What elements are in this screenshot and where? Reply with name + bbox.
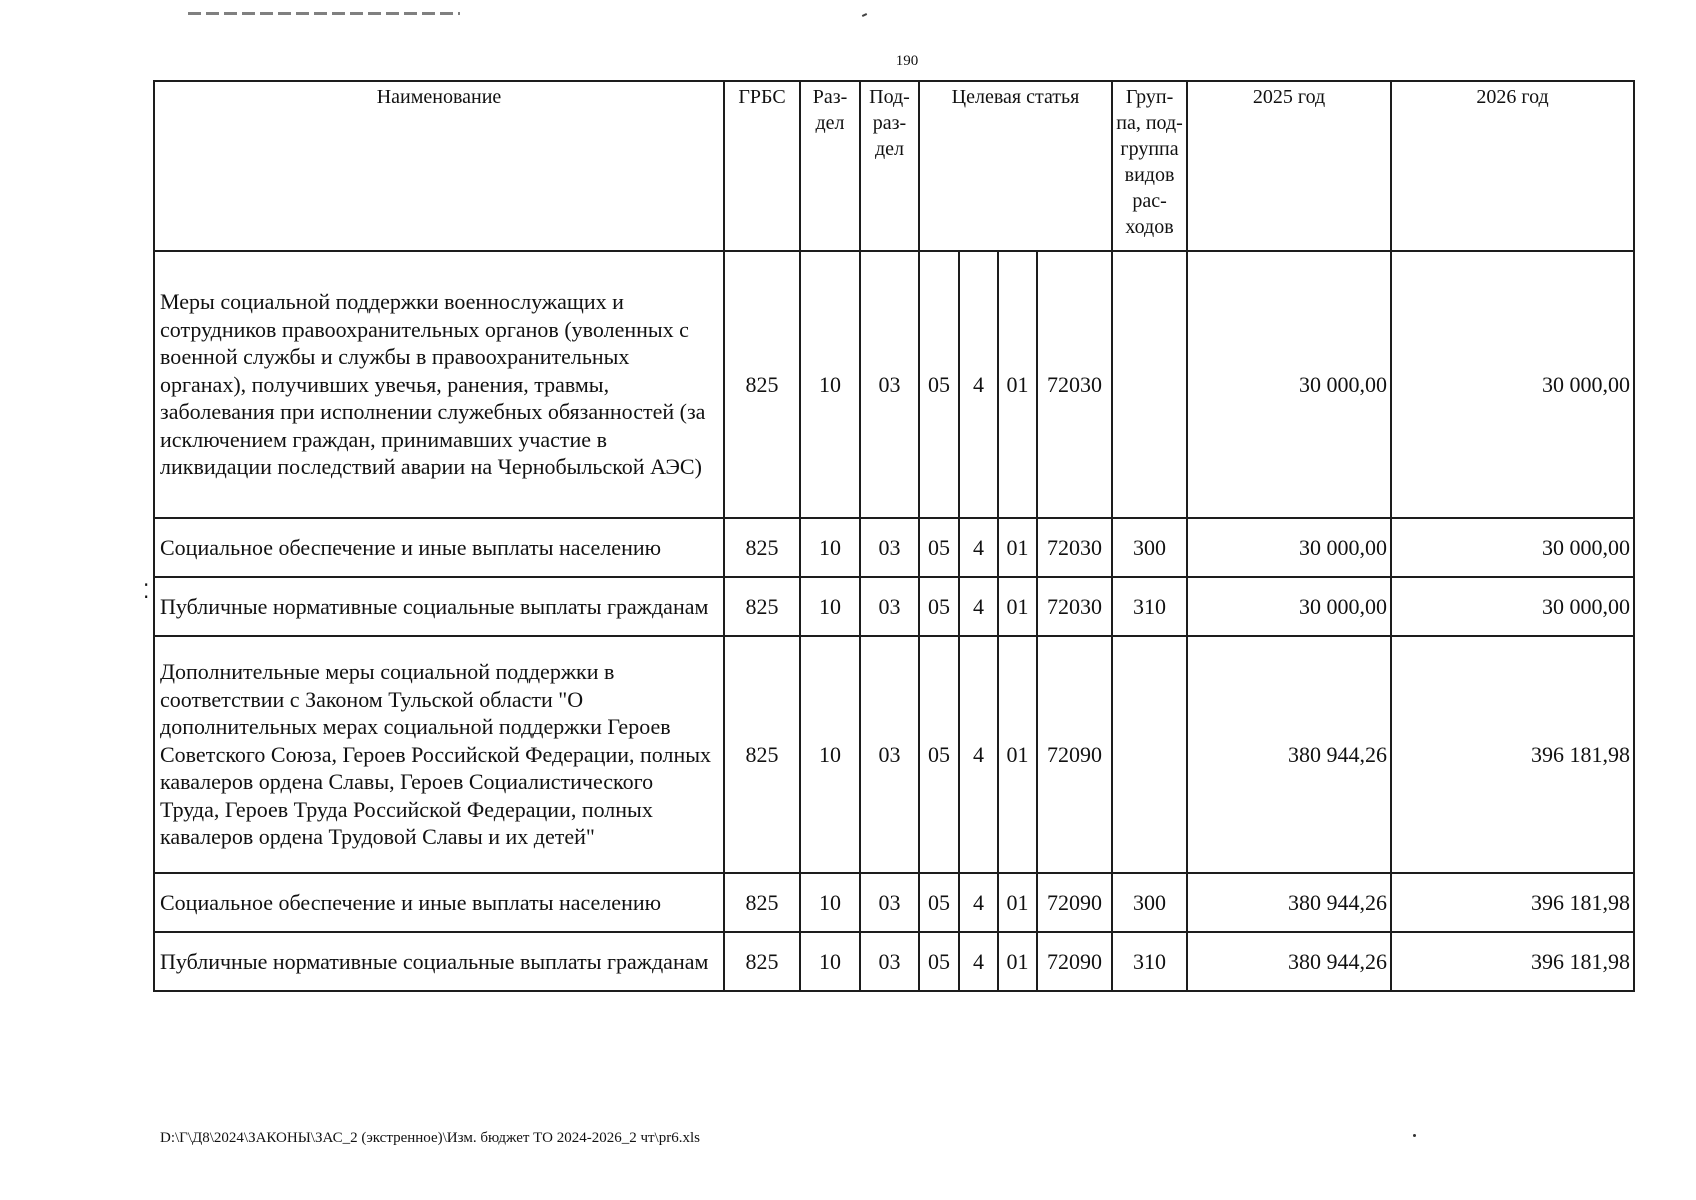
table-row (154, 636, 1634, 873)
header-year-2025: 2025 год (1187, 81, 1391, 251)
header-group-line: Груп- (1125, 86, 1174, 108)
row-amount-2026: 396 181,98 (1391, 636, 1634, 873)
row-expense-group: 310 (1112, 932, 1187, 991)
row-amount-2026: 30 000,00 (1391, 251, 1634, 518)
row-grbs: 825 (724, 636, 800, 873)
header-target-article: Целевая статья (919, 81, 1112, 251)
row-name: Социальное обеспечение и иные выплаты населению (154, 518, 724, 577)
row-razdel: 10 (800, 932, 860, 991)
row-expense-group: 310 (1112, 577, 1187, 636)
row-grbs: 825 (724, 251, 800, 518)
row-target-part-2: 4 (959, 251, 998, 518)
row-expense-group: 300 (1112, 873, 1187, 932)
row-grbs: 825 (724, 518, 800, 577)
header-podrazdel (860, 81, 919, 251)
row-target-part-3: 01 (998, 636, 1037, 873)
header-podrazdel-line: Под- (869, 86, 910, 108)
row-target-part-4: 72090 (1037, 636, 1112, 873)
row-podrazdel: 03 (860, 932, 919, 991)
header-group-line: видов (1124, 164, 1175, 186)
row-target-part-1: 05 (919, 251, 959, 518)
header-expense-group (1112, 81, 1187, 251)
row-podrazdel: 03 (860, 577, 919, 636)
row-grbs: 825 (724, 873, 800, 932)
row-target-part-3: 01 (998, 518, 1037, 577)
header-razdel (800, 81, 860, 251)
row-podrazdel: 03 (860, 636, 919, 873)
row-name: Публичные нормативные социальные выплаты гражданам (154, 932, 724, 991)
row-expense-group: 300 (1112, 518, 1187, 577)
row-amount-2026: 396 181,98 (1391, 932, 1634, 991)
row-razdel: 10 (800, 577, 860, 636)
row-amount-2025: 30 000,00 (1187, 251, 1391, 518)
table-header-row (154, 81, 1634, 251)
row-target-part-1: 05 (919, 518, 959, 577)
row-target-part-3: 01 (998, 873, 1037, 932)
row-name: Дополнительные меры социальной поддержки в соответствии с Законом Тульской области "О дополнительных мерах социальной поддержки Героев Советского Союза, Героев Российской Федерации, полных кавалеров ордена Славы, Героев Социалистического Труда, Героев Труда Российской Федерации, полных кавалеров ордена Трудовой Славы и их детей" (154, 636, 724, 873)
row-amount-2026: 396 181,98 (1391, 873, 1634, 932)
row-expense-group (1112, 251, 1187, 518)
row-target-part-4: 72030 (1037, 251, 1112, 518)
row-target-part-3: 01 (998, 932, 1037, 991)
row-amount-2025: 30 000,00 (1187, 518, 1391, 577)
row-target-part-2: 4 (959, 932, 998, 991)
row-podrazdel: 03 (860, 518, 919, 577)
row-grbs: 825 (724, 577, 800, 636)
row-target-part-1: 05 (919, 932, 959, 991)
row-grbs: 825 (724, 932, 800, 991)
margin-mark: ⁚ (143, 581, 150, 603)
row-amount-2025: 30 000,00 (1187, 577, 1391, 636)
row-razdel: 10 (800, 873, 860, 932)
table-row (154, 518, 1634, 577)
row-target-part-3: 01 (998, 251, 1037, 518)
row-target-part-2: 4 (959, 873, 998, 932)
row-target-part-2: 4 (959, 577, 998, 636)
budget-table (153, 80, 1635, 992)
header-group-line: ходов (1125, 216, 1174, 238)
row-amount-2025: 380 944,26 (1187, 636, 1391, 873)
row-target-part-1: 05 (919, 873, 959, 932)
row-name: Социальное обеспечение и иные выплаты населению (154, 873, 724, 932)
footer-file-path: D:\Г\Д8\2024\ЗАКОНЫ\ЗАС_2 (экстренное)\Изм. бюджет ТО 2024-2026_2 чт\pr6.xls (160, 1130, 700, 1146)
row-target-part-1: 05 (919, 577, 959, 636)
row-name: Публичные нормативные социальные выплаты гражданам (154, 577, 724, 636)
table-row (154, 932, 1634, 991)
header-group-line: па, под- (1116, 112, 1183, 134)
row-amount-2026: 30 000,00 (1391, 518, 1634, 577)
scan-artifact-dot (862, 13, 867, 17)
footer-artifact-mark (1413, 1134, 1416, 1137)
row-name: Меры социальной поддержки военнослужащих и сотрудников правоохранительных органов (уволенных с военной службы и службы в правоохранительных органах), получивших увечья, ранения, травмы, заболевания при исполнении служебных обязанностей (за исключением граждан, принимавших участие в ликвидации последствий аварии на Чернобыльской АЭС) (154, 251, 724, 518)
table-row (154, 873, 1634, 932)
row-razdel: 10 (800, 518, 860, 577)
row-amount-2025: 380 944,26 (1187, 932, 1391, 991)
header-group-line: группа (1120, 138, 1179, 160)
row-podrazdel: 03 (860, 251, 919, 518)
header-podrazdel-line: раз- (872, 112, 907, 134)
header-name: Наименование (154, 81, 724, 251)
header-year-2026: 2026 год (1391, 81, 1634, 251)
page-number: 190 (895, 53, 919, 69)
row-target-part-4: 72090 (1037, 873, 1112, 932)
header-podrazdel-line: дел (874, 138, 905, 160)
header-grbs: ГРБС (724, 81, 800, 251)
row-target-part-4: 72030 (1037, 577, 1112, 636)
row-amount-2026: 30 000,00 (1391, 577, 1634, 636)
table-row (154, 577, 1634, 636)
scan-artifact-top (188, 12, 460, 15)
row-razdel: 10 (800, 251, 860, 518)
row-target-part-3: 01 (998, 577, 1037, 636)
row-razdel: 10 (800, 636, 860, 873)
row-amount-2025: 380 944,26 (1187, 873, 1391, 932)
header-razdel-line: Раз- (812, 86, 848, 108)
row-target-part-4: 72030 (1037, 518, 1112, 577)
row-target-part-1: 05 (919, 636, 959, 873)
header-group-line: рас- (1132, 190, 1167, 212)
row-target-part-2: 4 (959, 636, 998, 873)
table-row (154, 251, 1634, 518)
row-target-part-2: 4 (959, 518, 998, 577)
row-expense-group (1112, 636, 1187, 873)
header-razdel-line: дел (815, 112, 845, 134)
row-podrazdel: 03 (860, 873, 919, 932)
row-target-part-4: 72090 (1037, 932, 1112, 991)
